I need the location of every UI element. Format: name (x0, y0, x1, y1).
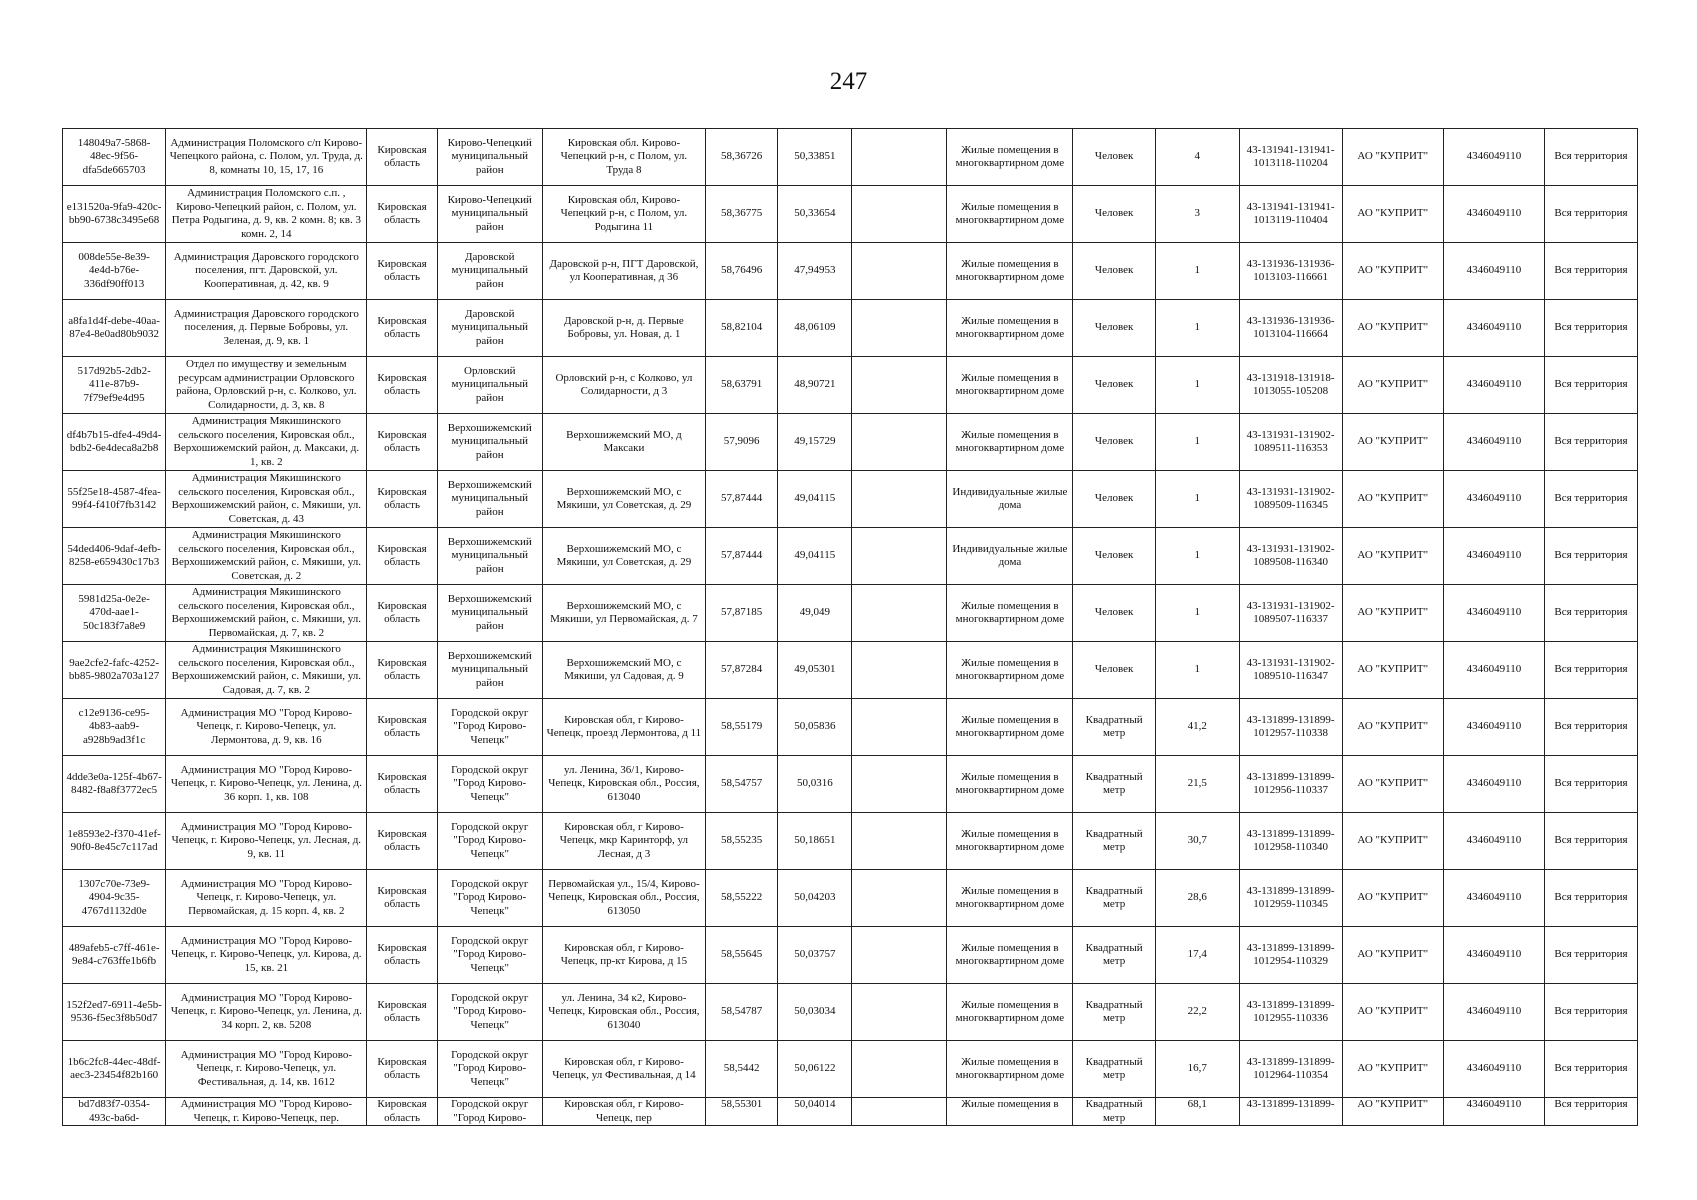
cell-region: Кировская область (367, 813, 437, 870)
cell-empty-cell (852, 585, 947, 642)
cell-municipality: Городской округ "Город Кирово-Чепецк" (437, 1041, 542, 1098)
cell-inn: 4346049110 (1443, 927, 1544, 984)
cell-quantity: 30,7 (1155, 813, 1239, 870)
cell-object-address: Кировская обл, г Кирово-Чепецк, пер (542, 1098, 705, 1126)
cell-longitude: 49,05301 (778, 642, 852, 699)
cell-latitude: 58,55235 (705, 813, 777, 870)
cell-latitude: 57,9096 (705, 414, 777, 471)
cell-municipality: Кирово-Чепецкий муниципальный район (437, 186, 542, 243)
cell-longitude: 49,049 (778, 585, 852, 642)
cell-company-name: АО "КУПРИТ" (1342, 528, 1443, 585)
cell-owner-address: Администрация МО "Город Кирово-Чепецк, г. Кирово-Чепецк, пер. (166, 1098, 367, 1126)
table-row (63, 699, 1638, 756)
table-row (63, 585, 1638, 642)
cell-company-name: АО "КУПРИТ" (1342, 585, 1443, 642)
cell-object-type: Жилые помещения в многоквартирном доме (947, 243, 1073, 300)
cell-inn: 4346049110 (1443, 1098, 1544, 1126)
cell-fias-code: 43-131931-131902-1089508-116340 (1239, 528, 1342, 585)
cell-object-address: ул. Ленина, 34 к2, Кирово-Чепецк, Кировская обл., Россия, 613040 (542, 984, 705, 1041)
cell-object-address: ул. Ленина, 36/1, Кирово-Чепецк, Кировская обл., Россия, 613040 (542, 756, 705, 813)
cell-municipality: Орловский муниципальный район (437, 357, 542, 414)
cell-latitude: 58,5442 (705, 1041, 777, 1098)
cell-unit: Квадратный метр (1073, 1041, 1156, 1098)
table-row (63, 642, 1638, 699)
cell-empty-cell (852, 642, 947, 699)
cell-object-address: Даровской р-н, ПГТ Даровской, ул Кооперативная, д 36 (542, 243, 705, 300)
cell-longitude: 49,04115 (778, 471, 852, 528)
table-row (63, 243, 1638, 300)
cell-object-id: 55f25e18-4587-4fea-99f4-f410f7fb3142 (63, 471, 166, 528)
table-row (63, 414, 1638, 471)
cell-fias-code: 43-131899-131899-1012959-110345 (1239, 870, 1342, 927)
cell-territory: Вся территория (1544, 1041, 1637, 1098)
cell-quantity: 21,5 (1155, 756, 1239, 813)
cell-region: Кировская область (367, 927, 437, 984)
cell-quantity: 4 (1155, 129, 1239, 186)
cell-latitude: 57,87444 (705, 471, 777, 528)
cell-quantity: 16,7 (1155, 1041, 1239, 1098)
cell-unit: Квадратный метр (1073, 1098, 1156, 1126)
cell-unit: Человек (1073, 186, 1156, 243)
cell-longitude: 50,33654 (778, 186, 852, 243)
cell-object-address: Первомайская ул., 15/4, Кирово-Чепецк, Кировская обл., Россия, 613050 (542, 870, 705, 927)
cell-empty-cell (852, 927, 947, 984)
cell-fias-code: 43-131899-131899-1012954-110329 (1239, 927, 1342, 984)
cell-municipality: Городской округ "Город Кирово-Чепецк" (437, 756, 542, 813)
cell-company-name: АО "КУПРИТ" (1342, 186, 1443, 243)
cell-object-id: c12e9136-ce95-4b83-aab9-a928b9ad3f1c (63, 699, 166, 756)
cell-object-id: 152f2ed7-6911-4e5b-9536-f5ec3f8b50d7 (63, 984, 166, 1041)
cell-object-type: Жилые помещения в многоквартирном доме (947, 300, 1073, 357)
cell-inn: 4346049110 (1443, 813, 1544, 870)
cell-company-name: АО "КУПРИТ" (1342, 813, 1443, 870)
cell-latitude: 58,55222 (705, 870, 777, 927)
table-row (63, 756, 1638, 813)
table-row (63, 927, 1638, 984)
cell-empty-cell (852, 300, 947, 357)
cell-territory: Вся территория (1544, 300, 1637, 357)
cell-territory: Вся территория (1544, 813, 1637, 870)
cell-owner-address: Отдел по имуществу и земельным ресурсам администрации Орловского района, Орловский р-н, с. Колково, ул. Солидарности, д. 3, кв. 8 (166, 357, 367, 414)
cell-territory: Вся территория (1544, 414, 1637, 471)
cell-quantity: 17,4 (1155, 927, 1239, 984)
cell-territory: Вся территория (1544, 927, 1637, 984)
cell-fias-code: 43-131918-131918-1013055-105208 (1239, 357, 1342, 414)
cell-territory: Вся территория (1544, 984, 1637, 1041)
cell-object-address: Верхошижемский МО, д Максаки (542, 414, 705, 471)
cell-inn: 4346049110 (1443, 471, 1544, 528)
cell-quantity: 1 (1155, 528, 1239, 585)
cell-latitude: 58,63791 (705, 357, 777, 414)
cell-inn: 4346049110 (1443, 243, 1544, 300)
cell-company-name: АО "КУПРИТ" (1342, 300, 1443, 357)
cell-object-id: 148049a7-5868-48ec-9f56-dfa5de665703 (63, 129, 166, 186)
cell-owner-address: Администрация МО "Город Кирово-Чепецк, г. Кирово-Чепецк, ул. Ленина, д. 34 корп. 2, кв. 5208 (166, 984, 367, 1041)
cell-object-type: Жилые помещения в многоквартирном доме (947, 129, 1073, 186)
cell-territory: Вся территория (1544, 471, 1637, 528)
cell-owner-address: Администрация Мякишинского сельского поселения, Кировская обл., Верхошижемский район, с. Мякиши, ул. Советская, д. 2 (166, 528, 367, 585)
cell-inn: 4346049110 (1443, 984, 1544, 1041)
cell-region: Кировская область (367, 357, 437, 414)
table-row (63, 813, 1638, 870)
cell-unit: Человек (1073, 528, 1156, 585)
cell-owner-address: Администрация Мякишинского сельского поселения, Кировская обл., Верхошижемский район, с. Мякиши, ул. Первомайская, д. 7, кв. 2 (166, 585, 367, 642)
cell-municipality: Даровской муниципальный район (437, 300, 542, 357)
cell-longitude: 50,03757 (778, 927, 852, 984)
cell-object-address: Верхошижемский МО, с Мякиши, ул Садовая, д. 9 (542, 642, 705, 699)
cell-fias-code: 43-131941-131941-1013119-110404 (1239, 186, 1342, 243)
cell-latitude: 58,36775 (705, 186, 777, 243)
cell-empty-cell (852, 357, 947, 414)
cell-object-type: Жилые помещения в многоквартирном доме (947, 927, 1073, 984)
cell-owner-address: Администрация Мякишинского сельского поселения, Кировская обл., Верхошижемский район, с. Мякиши, ул. Садовая, д. 7, кв. 2 (166, 642, 367, 699)
cell-region: Кировская область (367, 243, 437, 300)
cell-object-address: Кировская обл, г Кирово-Чепецк, проезд Лермонтова, д 11 (542, 699, 705, 756)
cell-quantity: 1 (1155, 357, 1239, 414)
cell-inn: 4346049110 (1443, 585, 1544, 642)
cell-quantity: 28,6 (1155, 870, 1239, 927)
cell-longitude: 48,90721 (778, 357, 852, 414)
cell-unit: Человек (1073, 414, 1156, 471)
cell-municipality: Городской округ "Город Кирово- (437, 1098, 542, 1126)
cell-fias-code: 43-131931-131902-1089511-116353 (1239, 414, 1342, 471)
cell-municipality: Городской округ "Город Кирово-Чепецк" (437, 870, 542, 927)
cell-empty-cell (852, 471, 947, 528)
cell-region: Кировская область (367, 300, 437, 357)
cell-latitude: 58,54787 (705, 984, 777, 1041)
table-row (63, 1098, 1638, 1126)
cell-company-name: АО "КУПРИТ" (1342, 243, 1443, 300)
cell-empty-cell (852, 870, 947, 927)
cell-municipality: Верхошижемский муниципальный район (437, 585, 542, 642)
cell-owner-address: Администрация Мякишинского сельского поселения, Кировская обл., Верхошижемский район, с. Мякиши, ул. Советская, д. 43 (166, 471, 367, 528)
cell-inn: 4346049110 (1443, 642, 1544, 699)
cell-quantity: 41,2 (1155, 699, 1239, 756)
cell-company-name: АО "КУПРИТ" (1342, 927, 1443, 984)
cell-unit: Человек (1073, 243, 1156, 300)
cell-region: Кировская область (367, 528, 437, 585)
cell-fias-code: 43-131899-131899- (1239, 1098, 1342, 1126)
cell-inn: 4346049110 (1443, 699, 1544, 756)
cell-region: Кировская область (367, 756, 437, 813)
table-row (63, 1041, 1638, 1098)
cell-latitude: 58,76496 (705, 243, 777, 300)
cell-quantity: 1 (1155, 471, 1239, 528)
cell-unit: Квадратный метр (1073, 984, 1156, 1041)
cell-longitude: 49,04115 (778, 528, 852, 585)
cell-object-address: Кировская обл, г Кирово-Чепецк, пр-кт Кирова, д 15 (542, 927, 705, 984)
cell-empty-cell (852, 699, 947, 756)
cell-unit: Человек (1073, 585, 1156, 642)
table-row (63, 129, 1638, 186)
cell-quantity: 3 (1155, 186, 1239, 243)
cell-object-type: Индивидуальные жилые дома (947, 471, 1073, 528)
cell-territory: Вся территория (1544, 243, 1637, 300)
cell-municipality: Верхошижемский муниципальный район (437, 528, 542, 585)
table-row (63, 528, 1638, 585)
cell-object-type: Жилые помещения в многоквартирном доме (947, 870, 1073, 927)
cell-longitude: 50,05836 (778, 699, 852, 756)
cell-region: Кировская область (367, 984, 437, 1041)
table-row (63, 357, 1638, 414)
cell-territory: Вся территория (1544, 642, 1637, 699)
cell-empty-cell (852, 129, 947, 186)
cell-territory: Вся территория (1544, 129, 1637, 186)
cell-region: Кировская область (367, 642, 437, 699)
cell-object-address: Верхошижемский МО, с Мякиши, ул Первомайская, д. 7 (542, 585, 705, 642)
cell-fias-code: 43-131899-131899-1012958-110340 (1239, 813, 1342, 870)
cell-quantity: 1 (1155, 414, 1239, 471)
cell-region: Кировская область (367, 585, 437, 642)
cell-region: Кировская область (367, 1041, 437, 1098)
cell-company-name: АО "КУПРИТ" (1342, 642, 1443, 699)
cell-empty-cell (852, 528, 947, 585)
cell-owner-address: Администрация МО "Город Кирово-Чепецк, г. Кирово-Чепецк, ул. Ленина, д. 36 корп. 1, кв. 108 (166, 756, 367, 813)
cell-object-type: Жилые помещения в (947, 1098, 1073, 1126)
cell-latitude: 58,55179 (705, 699, 777, 756)
cell-longitude: 50,06122 (778, 1041, 852, 1098)
cell-quantity: 1 (1155, 300, 1239, 357)
cell-object-type: Жилые помещения в многоквартирном доме (947, 756, 1073, 813)
registry-rows (63, 129, 1638, 1126)
cell-inn: 4346049110 (1443, 300, 1544, 357)
cell-unit: Квадратный метр (1073, 927, 1156, 984)
cell-longitude: 50,03034 (778, 984, 852, 1041)
cell-object-address: Кировская обл, г Кирово-Чепецк, ул Фестивальная, д 14 (542, 1041, 705, 1098)
cell-object-type: Жилые помещения в многоквартирном доме (947, 1041, 1073, 1098)
table-row (63, 870, 1638, 927)
cell-latitude: 57,87185 (705, 585, 777, 642)
cell-region: Кировская область (367, 870, 437, 927)
cell-object-id: df4b7b15-dfe4-49d4-bdb2-6e4deca8a2b8 (63, 414, 166, 471)
cell-municipality: Городской округ "Город Кирово-Чепецк" (437, 927, 542, 984)
cell-owner-address: Администрация МО "Город Кирово-Чепецк, г. Кирово-Чепецк, ул. Лесная, д. 9, кв. 11 (166, 813, 367, 870)
cell-fias-code: 43-131936-131936-1013104-116664 (1239, 300, 1342, 357)
cell-latitude: 57,87284 (705, 642, 777, 699)
cell-latitude: 58,55645 (705, 927, 777, 984)
cell-object-id: 008de55e-8e39-4e4d-b76e-336df90ff013 (63, 243, 166, 300)
cell-inn: 4346049110 (1443, 129, 1544, 186)
cell-object-id: 489afeb5-c7ff-461e-9e84-c763ffe1b6fb (63, 927, 166, 984)
cell-municipality: Кирово-Чепецкий муниципальный район (437, 129, 542, 186)
cell-region: Кировская область (367, 471, 437, 528)
cell-municipality: Даровской муниципальный район (437, 243, 542, 300)
cell-inn: 4346049110 (1443, 756, 1544, 813)
cell-object-id: a8fa1d4f-debe-40aa-87e4-8e0ad80b9032 (63, 300, 166, 357)
cell-object-id: 5981d25a-0e2e-470d-aae1-50c183f7a8e9 (63, 585, 166, 642)
cell-fias-code: 43-131931-131902-1089510-116347 (1239, 642, 1342, 699)
cell-unit: Квадратный метр (1073, 813, 1156, 870)
cell-object-address: Кировская обл, г Кирово-Чепецк, мкр Каринторф, ул Лесная, д 3 (542, 813, 705, 870)
cell-object-id: 517d92b5-2db2-411e-87b9-7f79ef9e4d95 (63, 357, 166, 414)
cell-object-type: Жилые помещения в многоквартирном доме (947, 699, 1073, 756)
cell-fias-code: 43-131899-131899-1012955-110336 (1239, 984, 1342, 1041)
cell-region: Кировская область (367, 1098, 437, 1126)
cell-empty-cell (852, 984, 947, 1041)
cell-fias-code: 43-131931-131902-1089509-116345 (1239, 471, 1342, 528)
cell-municipality: Верхошижемский муниципальный район (437, 414, 542, 471)
table-row (63, 300, 1638, 357)
cell-longitude: 47,94953 (778, 243, 852, 300)
cell-territory: Вся территория (1544, 186, 1637, 243)
cell-fias-code: 43-131899-131899-1012956-110337 (1239, 756, 1342, 813)
cell-latitude: 58,55301 (705, 1098, 777, 1126)
cell-inn: 4346049110 (1443, 414, 1544, 471)
cell-region: Кировская область (367, 699, 437, 756)
cell-latitude: 58,82104 (705, 300, 777, 357)
cell-territory: Вся территория (1544, 585, 1637, 642)
cell-owner-address: Администрация МО "Город Кирово-Чепецк, г. Кирово-Чепецк, ул. Первомайская, д. 15 корп. 4, кв. 2 (166, 870, 367, 927)
cell-latitude: 57,87444 (705, 528, 777, 585)
cell-empty-cell (852, 1098, 947, 1126)
cell-empty-cell (852, 243, 947, 300)
cell-object-id: 54ded406-9daf-4efb-8258-e659430c17b3 (63, 528, 166, 585)
cell-owner-address: Администрация Даровского городского поселения, д. Первые Бобровы, ул. Зеленая, д. 9, кв. 1 (166, 300, 367, 357)
cell-inn: 4346049110 (1443, 1041, 1544, 1098)
cell-fias-code: 43-131899-131899-1012957-110338 (1239, 699, 1342, 756)
cell-inn: 4346049110 (1443, 186, 1544, 243)
cell-owner-address: Администрация МО "Город Кирово-Чепецк, г. Кирово-Чепецк, ул. Кирова, д. 15, кв. 21 (166, 927, 367, 984)
cell-longitude: 50,04203 (778, 870, 852, 927)
cell-object-id: 1b6c2fc8-44ec-48df-aec3-23454f82b160 (63, 1041, 166, 1098)
cell-owner-address: Администрация Даровского городского поселения, пгт. Даровской, ул. Кооперативная, д. 42, кв. 9 (166, 243, 367, 300)
cell-company-name: АО "КУПРИТ" (1342, 1041, 1443, 1098)
cell-unit: Квадратный метр (1073, 756, 1156, 813)
cell-territory: Вся территория (1544, 699, 1637, 756)
cell-longitude: 49,15729 (778, 414, 852, 471)
cell-company-name: АО "КУПРИТ" (1342, 414, 1443, 471)
cell-object-type: Жилые помещения в многоквартирном доме (947, 813, 1073, 870)
cell-municipality: Городской округ "Город Кирово-Чепецк" (437, 813, 542, 870)
cell-municipality: Городской округ "Город Кирово-Чепецк" (437, 984, 542, 1041)
cell-quantity: 1 (1155, 642, 1239, 699)
cell-quantity: 68,1 (1155, 1098, 1239, 1126)
cell-unit: Человек (1073, 642, 1156, 699)
cell-owner-address: Администрация МО "Город Кирово-Чепецк, г. Кирово-Чепецк, ул. Фестивальная, д. 14, кв. 1612 (166, 1041, 367, 1098)
cell-object-type: Жилые помещения в многоквартирном доме (947, 585, 1073, 642)
cell-unit: Квадратный метр (1073, 699, 1156, 756)
cell-object-id: 9ae2cfe2-fafc-4252-bb85-9802a703a127 (63, 642, 166, 699)
cell-territory: Вся территория (1544, 357, 1637, 414)
cell-object-address: Кировская обл, Кирово-Чепецкий р-н, с Полом, ул. Родыгина 11 (542, 186, 705, 243)
cell-unit: Человек (1073, 357, 1156, 414)
cell-territory: Вся территория (1544, 756, 1637, 813)
cell-municipality: Городской округ "Город Кирово-Чепецк" (437, 699, 542, 756)
cell-owner-address: Администрация МО "Город Кирово-Чепецк, г. Кирово-Чепецк, ул. Лермонтова, д. 9, кв. 16 (166, 699, 367, 756)
cell-object-type: Жилые помещения в многоквартирном доме (947, 186, 1073, 243)
registry-table (62, 128, 1638, 1126)
cell-owner-address: Администрация Поломского с/п Кирово-Чепецкого района, с. Полом, ул. Труда, д. 8, комнаты 10, 15, 17, 16 (166, 129, 367, 186)
cell-object-id: e131520a-9fa9-420c-bb90-6738c3495e68 (63, 186, 166, 243)
table-row (63, 186, 1638, 243)
cell-region: Кировская область (367, 414, 437, 471)
cell-object-id: 1307c70e-73e9-4904-9c35-4767d1132d0e (63, 870, 166, 927)
cell-company-name: АО "КУПРИТ" (1342, 984, 1443, 1041)
cell-empty-cell (852, 186, 947, 243)
cell-region: Кировская область (367, 186, 437, 243)
cell-company-name: АО "КУПРИТ" (1342, 1098, 1443, 1126)
cell-territory: Вся территория (1544, 870, 1637, 927)
cell-unit: Человек (1073, 300, 1156, 357)
cell-company-name: АО "КУПРИТ" (1342, 870, 1443, 927)
cell-quantity: 1 (1155, 243, 1239, 300)
cell-fias-code: 43-131931-131902-1089507-116337 (1239, 585, 1342, 642)
cell-empty-cell (852, 756, 947, 813)
cell-quantity: 1 (1155, 585, 1239, 642)
cell-unit: Квадратный метр (1073, 870, 1156, 927)
cell-inn: 4346049110 (1443, 357, 1544, 414)
cell-unit: Человек (1073, 129, 1156, 186)
cell-object-type: Жилые помещения в многоквартирном доме (947, 357, 1073, 414)
cell-object-type: Индивидуальные жилые дома (947, 528, 1073, 585)
cell-longitude: 50,33851 (778, 129, 852, 186)
cell-object-address: Орловский р-н, с Колково, ул Солидарности, д 3 (542, 357, 705, 414)
cell-fias-code: 43-131899-131899-1012964-110354 (1239, 1041, 1342, 1098)
cell-object-type: Жилые помещения в многоквартирном доме (947, 414, 1073, 471)
cell-territory: Вся территория (1544, 528, 1637, 585)
cell-municipality: Верхошижемский муниципальный район (437, 471, 542, 528)
cell-company-name: АО "КУПРИТ" (1342, 756, 1443, 813)
cell-owner-address: Администрация Поломского с.п. , Кирово-Чепецкий район, с. Полом, ул. Петра Родыгина, д. 9, кв. 2 комн. 8; кв. 3 комн. 2, 14 (166, 186, 367, 243)
cell-object-address: Даровской р-н, д. Первые Бобровы, ул. Новая, д. 1 (542, 300, 705, 357)
cell-object-id: 1e8593e2-f370-41ef-90f0-8e45c7c117ad (63, 813, 166, 870)
cell-object-address: Верхошижемский МО, с Мякиши, ул Советская, д. 29 (542, 528, 705, 585)
cell-empty-cell (852, 414, 947, 471)
table-row (63, 984, 1638, 1041)
cell-quantity: 22,2 (1155, 984, 1239, 1041)
cell-company-name: АО "КУПРИТ" (1342, 699, 1443, 756)
cell-longitude: 48,06109 (778, 300, 852, 357)
cell-fias-code: 43-131941-131941-1013118-110204 (1239, 129, 1342, 186)
cell-object-address: Верхошижемский МО, с Мякиши, ул Советская, д. 29 (542, 471, 705, 528)
cell-object-address: Кировская обл. Кирово-Чепецкий р-н, с Полом, ул. Труда 8 (542, 129, 705, 186)
cell-longitude: 50,18651 (778, 813, 852, 870)
cell-company-name: АО "КУПРИТ" (1342, 471, 1443, 528)
cell-latitude: 58,36726 (705, 129, 777, 186)
cell-region: Кировская область (367, 129, 437, 186)
cell-owner-address: Администрация Мякишинского сельского поселения, Кировская обл., Верхошижемский район, д. Максаки, д. 1, кв. 2 (166, 414, 367, 471)
cell-inn: 4346049110 (1443, 870, 1544, 927)
table-row (63, 471, 1638, 528)
cell-longitude: 50,0316 (778, 756, 852, 813)
cell-longitude: 50,04014 (778, 1098, 852, 1126)
cell-company-name: АО "КУПРИТ" (1342, 129, 1443, 186)
cell-object-type: Жилые помещения в многоквартирном доме (947, 984, 1073, 1041)
cell-empty-cell (852, 813, 947, 870)
cell-latitude: 58,54757 (705, 756, 777, 813)
page-number: 247 (829, 68, 868, 95)
cell-fias-code: 43-131936-131936-1013103-116661 (1239, 243, 1342, 300)
cell-object-id: 4dde3e0a-125f-4b67-8482-f8a8f3772ec5 (63, 756, 166, 813)
cell-company-name: АО "КУПРИТ" (1342, 357, 1443, 414)
cell-inn: 4346049110 (1443, 528, 1544, 585)
cell-unit: Человек (1073, 471, 1156, 528)
cell-object-id: bd7d83f7-0354-493c-ba6d- (63, 1098, 166, 1126)
cell-object-type: Жилые помещения в многоквартирном доме (947, 642, 1073, 699)
cell-empty-cell (852, 1041, 947, 1098)
cell-territory: Вся территория (1544, 1098, 1637, 1126)
cell-municipality: Верхошижемский муниципальный район (437, 642, 542, 699)
